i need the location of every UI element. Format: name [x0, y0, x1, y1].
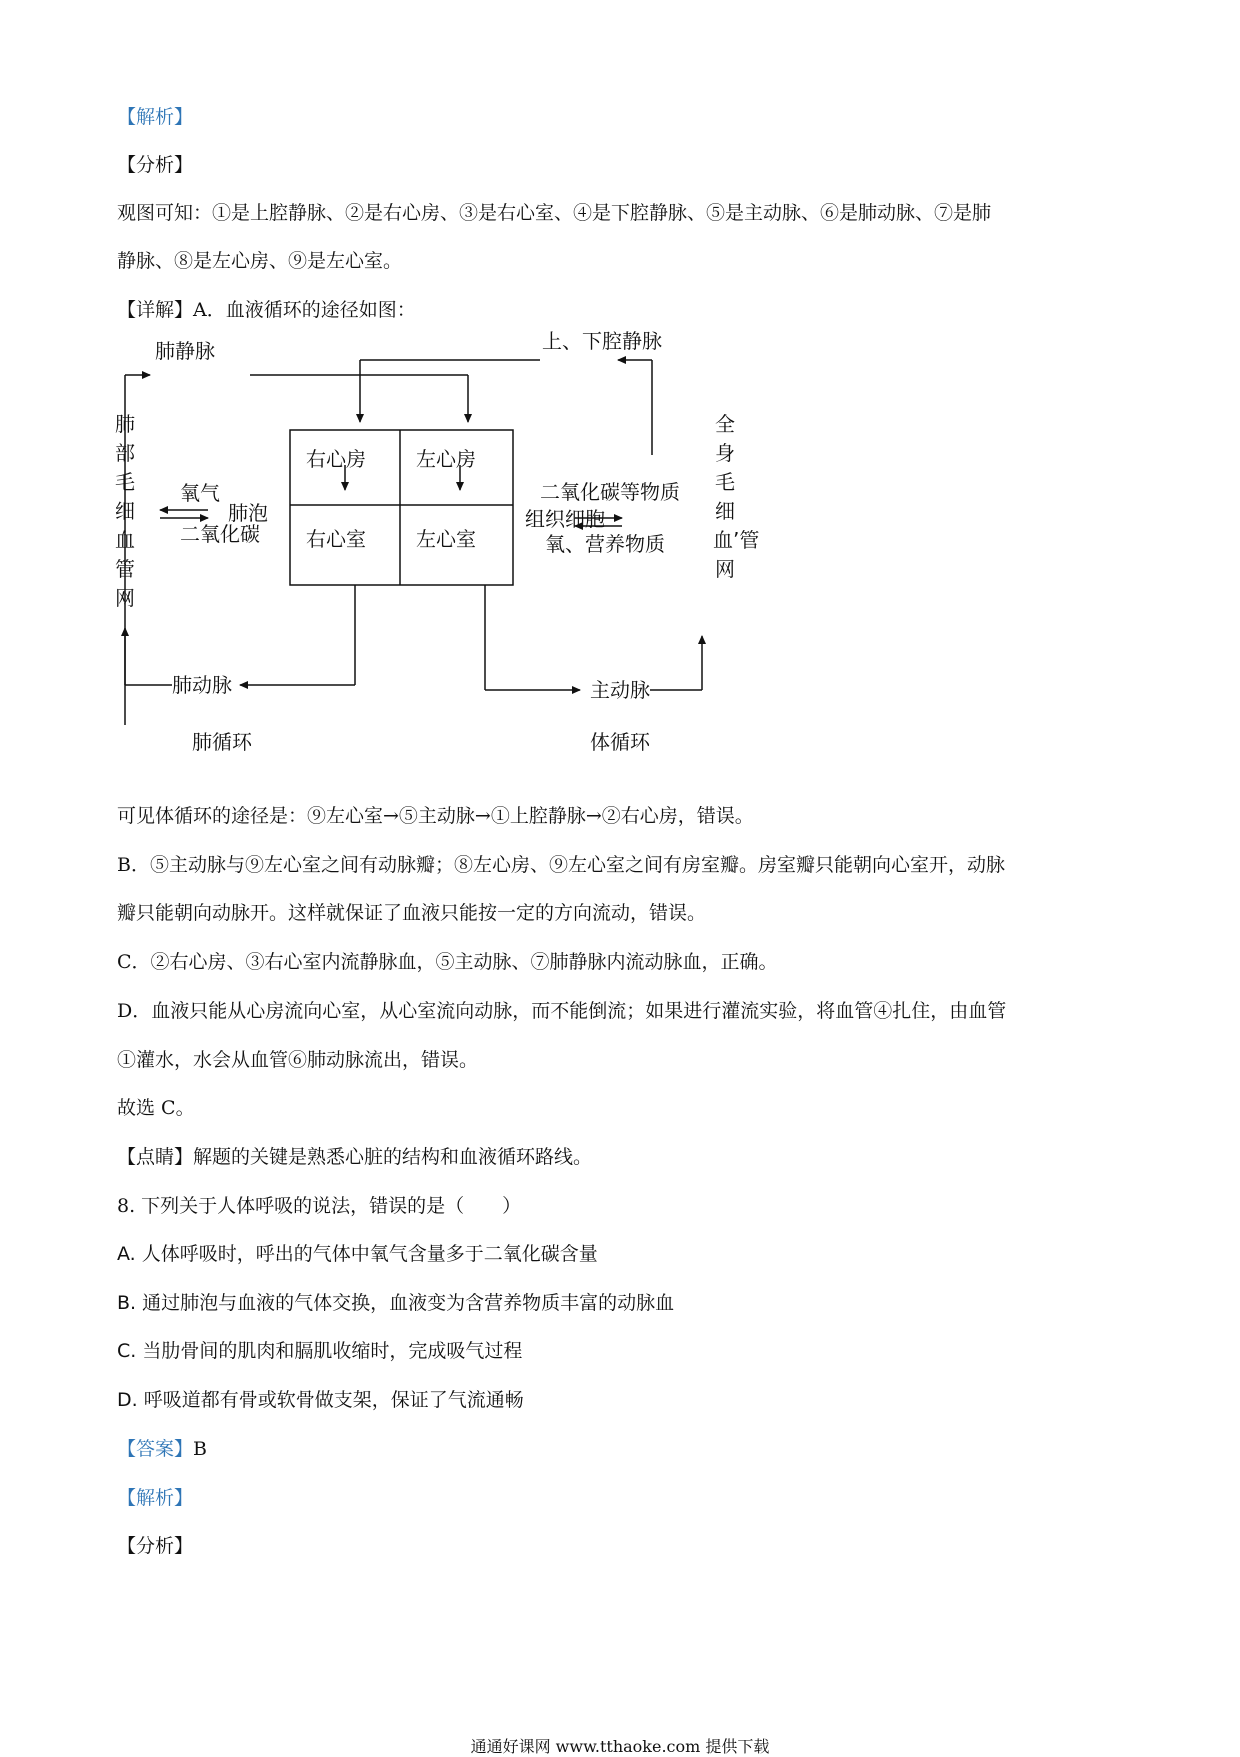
question-8-option-d: D. 呼吸道都有骨或软骨做支架，保证了气流通畅 — [117, 1389, 524, 1411]
label-alveoli: 肺泡 — [228, 501, 268, 525]
jiexi-heading: 【解析】 — [117, 106, 194, 128]
label-right-atrium: 右心房 — [306, 447, 366, 471]
question-8-stem: 8. 下列关于人体呼吸的说法，错误的是（ ） — [117, 1195, 522, 1217]
explanation-a: 可见体循环的途径是：⑨左心室→⑤主动脉→①上腔静脉→②右心房，错误。 — [117, 805, 754, 827]
label-tissue-cells: 组织细胞 — [525, 507, 605, 531]
diagram-lines — [110, 340, 760, 780]
answer-line — [117, 1436, 207, 1462]
label-pulmonary-vein: 肺静脉 — [155, 339, 215, 363]
fenxi-heading: 【分析】 — [117, 154, 194, 176]
question-8-option-a: A. 人体呼吸时，呼出的气体中氧气含量多于二氧化碳含量 — [117, 1243, 598, 1265]
question-8-option-b: B. 通过肺泡与血液的气体交换，血液变为含营养物质丰富的动脉血 — [117, 1292, 675, 1314]
label-right-ventricle: 右心室 — [306, 527, 366, 551]
explanation-b-1: B．⑤主动脉与⑨左心室之间有动脉瓣；⑧左心房、⑨左心室之间有房室瓣。房室瓣只能朝向心室开，动脉 — [117, 854, 1005, 876]
dianjing-line: 【点睛】解题的关键是熟悉心脏的结构和血液循环路线。 — [117, 1146, 593, 1168]
choose-line: 故选 C。 — [117, 1097, 195, 1119]
label-aorta: 主动脉 — [590, 678, 650, 702]
explanation-d-2: ①灌水，水会从血管⑥肺动脉流出，错误。 — [117, 1049, 479, 1071]
blood-circulation-diagram — [110, 329, 760, 780]
label-left-ventricle: 左心室 — [416, 527, 476, 551]
label-pulmonary-artery: 肺动脉 — [172, 673, 232, 697]
jiexi-heading-2: 【解析】 — [117, 1487, 194, 1509]
label-left-atrium: 左心房 — [416, 447, 476, 471]
label-systemic-capillary: 全身毛细血’管网 — [713, 412, 760, 581]
explanation-c: C．②右心房、③右心室内流静脉血，⑤主动脉、⑦肺静脉内流动脉血，正确。 — [117, 951, 778, 973]
answer-tag: 【答案】 — [117, 1438, 194, 1460]
explanation-b-2: 瓣只能朝向动脉开。这样就保证了血液只能按一定的方向流动，错误。 — [117, 902, 707, 924]
label-pulmonary-circulation: 肺循环 — [192, 730, 252, 754]
label-vena-cava: 上、下腔静脉 — [542, 329, 662, 353]
question-8-option-c: C. 当肋骨间的肌肉和膈肌收缩时，完成吸气过程 — [117, 1340, 523, 1362]
page-footer: 通通好课网 www.tthaoke.com 提供下载 — [470, 1737, 770, 1756]
answer-value: B — [193, 1438, 207, 1460]
label-co2: 二氧化碳 — [180, 522, 260, 546]
label-oxygen: 氧气 — [180, 481, 220, 505]
label-pulmonary-capillary: 肺部毛细血管网 — [115, 412, 135, 610]
detail-a-line: 【详解】A．血液循环的途径如图： — [117, 299, 416, 321]
fenxi-heading-2: 【分析】 — [117, 1535, 194, 1557]
label-systemic-circulation: 体循环 — [590, 730, 650, 754]
analysis-line-2: 静脉、⑧是左心房、⑨是左心室。 — [117, 250, 403, 272]
label-oxygen-nutrients: 氧、营养物质 — [545, 532, 665, 556]
explanation-d-1: D．血液只能从心房流向心室，从心室流向动脉，而不能倒流；如果进行灌流实验，将血管④扎住，由血管 — [117, 1000, 1007, 1022]
label-co2-substances: 二氧化碳等物质 — [540, 480, 680, 504]
analysis-line-1: 观图可知：①是上腔静脉、②是右心房、③是右心室、④是下腔静脉、⑤是主动脉、⑥是肺动脉、⑦是肺 — [117, 202, 992, 224]
